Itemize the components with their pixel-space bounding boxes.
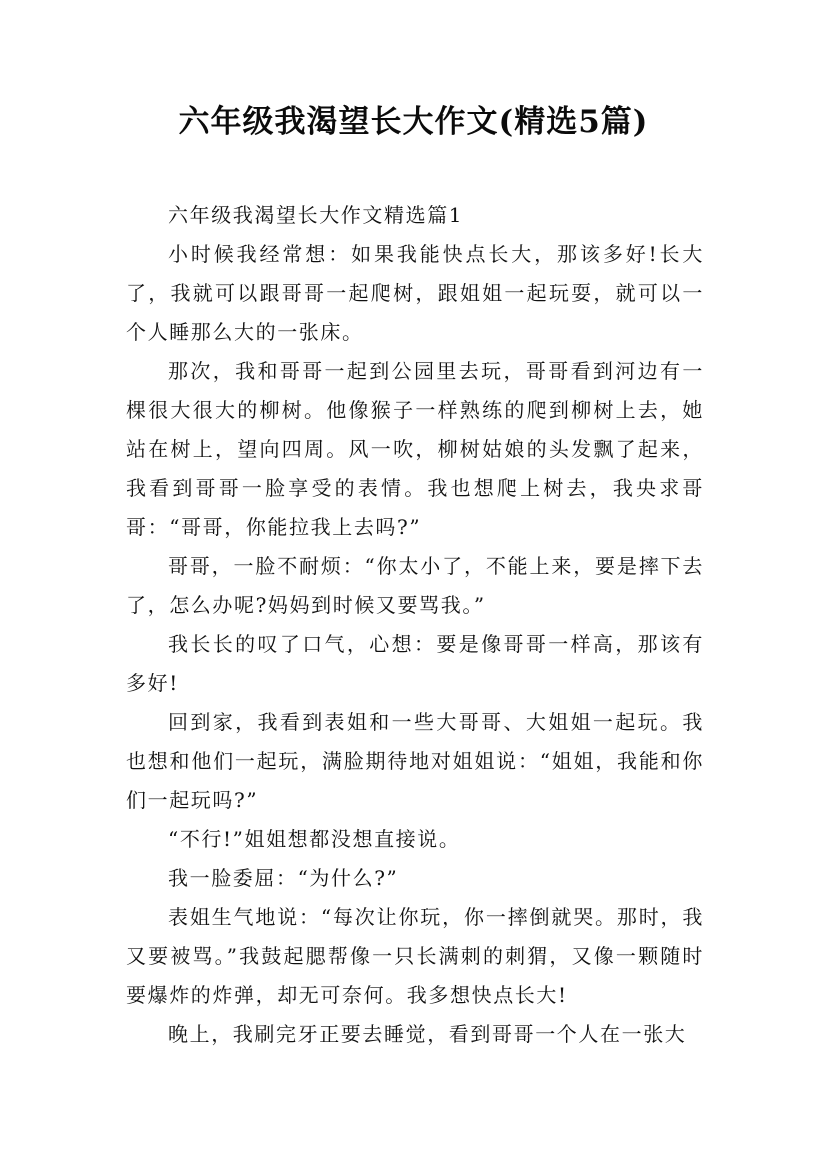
paragraph: “不行!”姐姐想都没想直接说。 [168,827,461,851]
paragraph: 那次，我和哥哥一起到公园里去玩，哥哥看到河边有一棵很大很大的柳树。他像猴子一样熟练的爬到柳树上去，她站在树上，望向四周。风一吹，柳树姑娘的头发飘了起来，我看到哥哥一脸享受的表情。我也想爬上树去，我央求哥哥：“哥哥，你能拉我上去吗?” [126,359,704,539]
paragraph: 我长长的叹了口气，心想：要是像哥哥一样高，那该有多好! [126,632,704,695]
paragraph: 回到家，我看到表姐和一些大哥哥、大姐姐一起玩。我也想和他们一起玩，满脸期待地对姐姐说：“姐姐，我能和你们一起玩吗?” [126,710,704,812]
paragraph: 表姐生气地说：“每次让你玩，你一摔倒就哭。那时，我又要被骂。”我鼓起腮帮像一只长满刺的刺猬，又像一颗随时要爆炸的炸弹，却无可奈何。我多想快点长大! [126,905,704,1007]
paragraph: 小时候我经常想：如果我能快点长大，那该多好!长大了，我就可以跟哥哥一起爬树，跟姐姐一起玩耍，就可以一个人睡那么大的一张床。 [126,242,704,344]
document-title: 六年级我渴望长大作文(精选5篇) [178,104,649,140]
paragraph: 晚上，我刷完牙正要去睡觉，看到哥哥一个人在一张大 [168,1022,687,1046]
section-heading: 六年级我渴望长大作文精选篇1 [168,203,464,227]
paragraph: 我一脸委屈：“为什么?” [168,866,399,890]
document-body [126,196,704,1054]
paragraph: 哥哥，一脸不耐烦：“你太小了，不能上来，要是摔下去了，怎么办呢?妈妈到时候又要骂我。” [126,554,704,617]
